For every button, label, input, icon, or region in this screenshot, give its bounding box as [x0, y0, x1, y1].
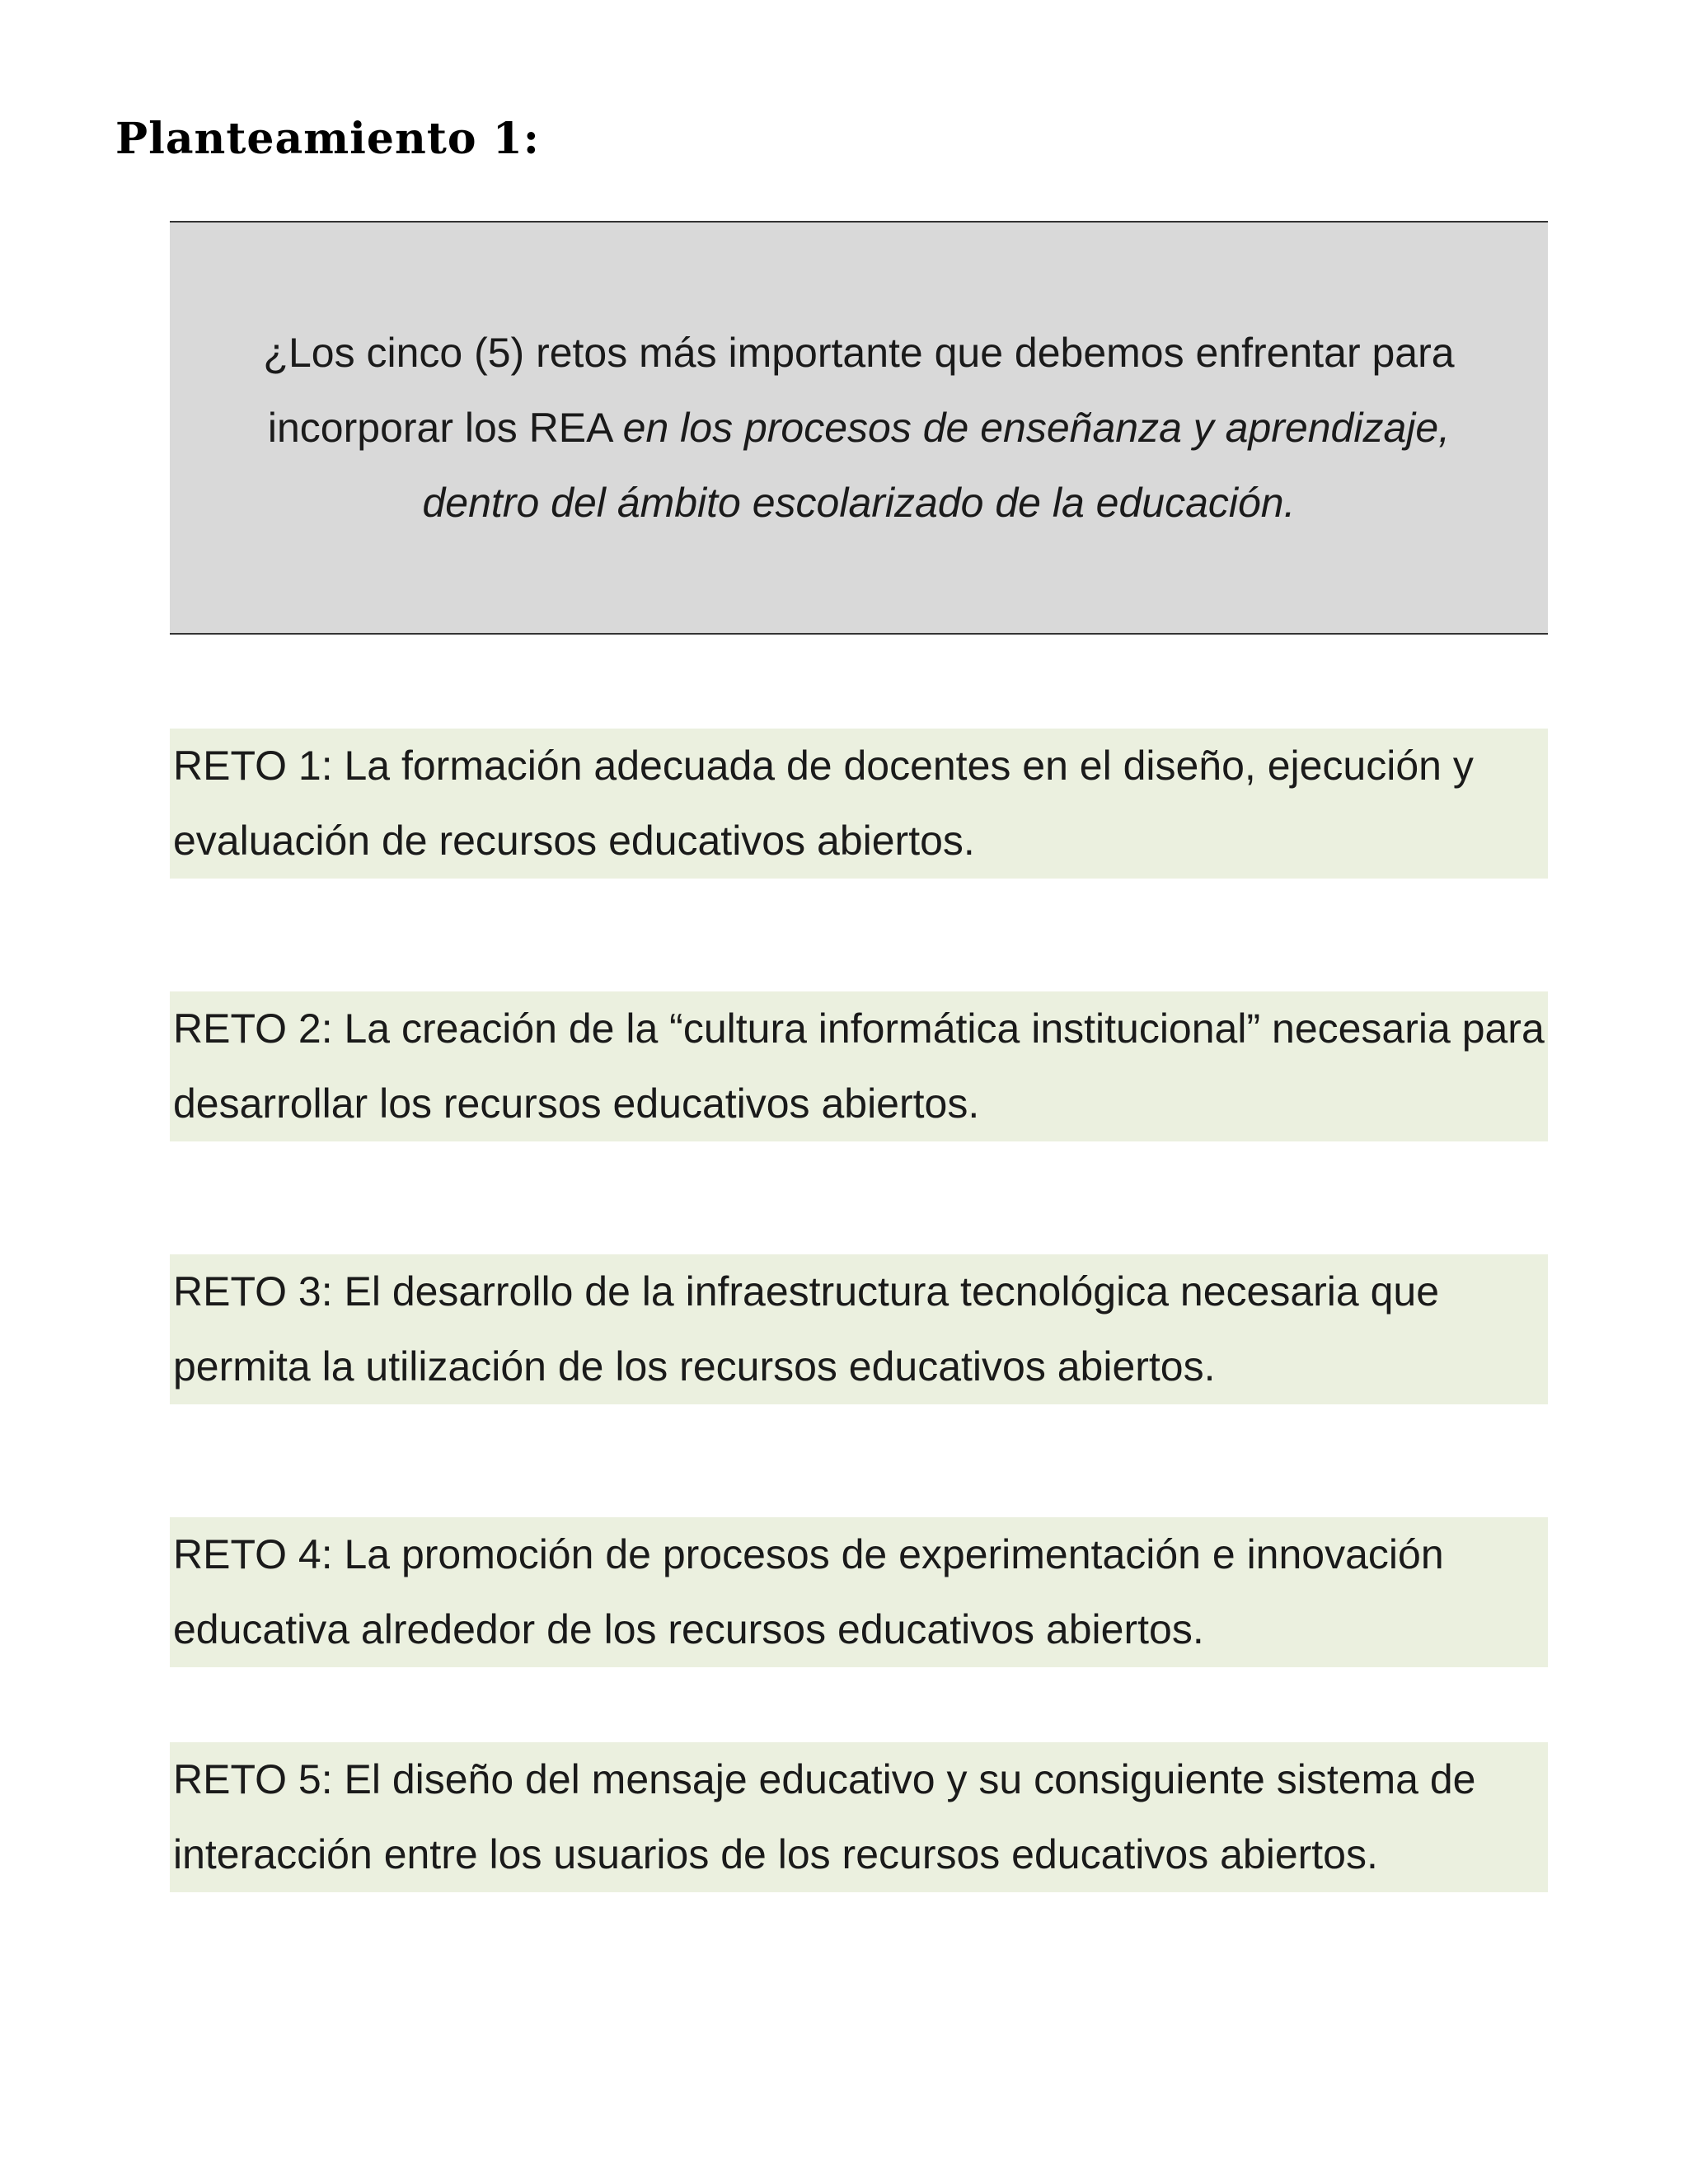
page-heading: Planteamiento 1: — [115, 114, 541, 164]
reto-3: RETO 3: El desarrollo de la infraestructura tecnológica necesaria que permita la utilización de los recursos educativos abiertos. — [170, 1254, 1548, 1404]
question-normal-text: ¿Los cinco (5) retos más importante que debemos enfrentar para incorporar los REA — [263, 329, 1455, 451]
question-box — [170, 221, 1548, 635]
reto-5: RETO 5: El diseño del mensaje educativo y su consiguiente sistema de interacción entre los usuarios de los recursos educativos abiertos. — [170, 1742, 1548, 1892]
reto-1: RETO 1: La formación adecuada de docentes en el diseño, ejecución y evaluación de recursos educativos abiertos. — [170, 729, 1548, 879]
question-text — [216, 316, 1502, 541]
reto-2: RETO 2: La creación de la “cultura informática institucional” necesaria para desarrollar los recursos educativos abiertos. — [170, 991, 1548, 1141]
reto-4: RETO 4: La promoción de procesos de experimentación e innovación educativa alrededor de los recursos educativos abiertos. — [170, 1517, 1548, 1667]
question-italic-text: en los procesos de enseñanza y aprendizaje, dentro del ámbito escolarizado de la educación. — [422, 404, 1451, 526]
